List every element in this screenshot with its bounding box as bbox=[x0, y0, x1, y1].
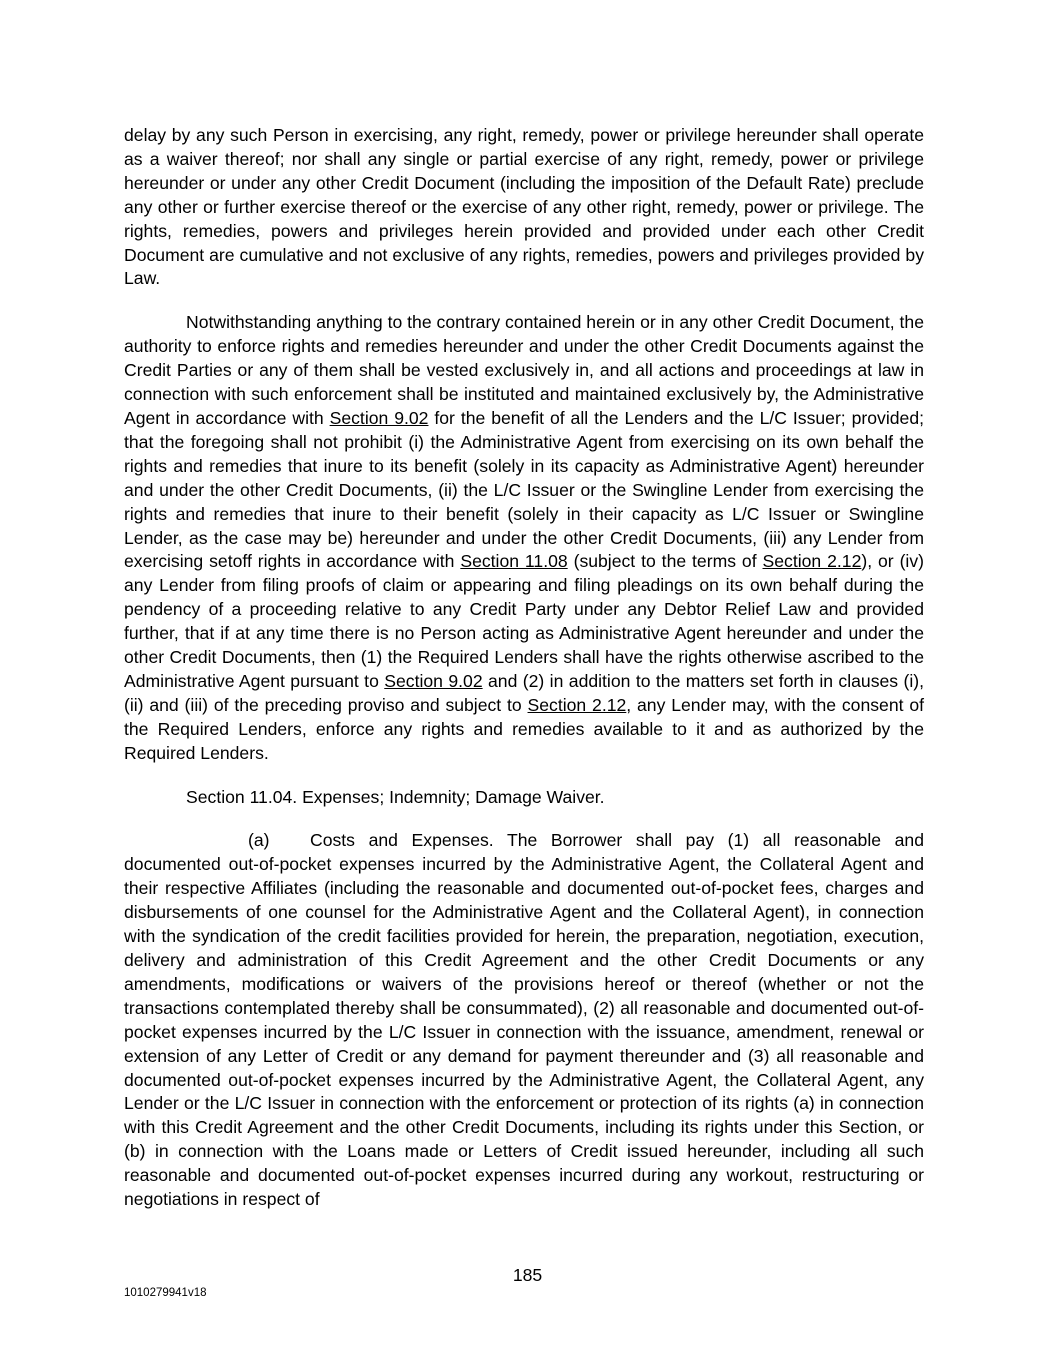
enforcement-text-5: and (2) in addition to the matters set forth in clauses (i), (ii) and (iii) of the preceding proviso and subject to bbox=[124, 670, 924, 715]
enforcement-text-3: (subject to the terms of bbox=[567, 551, 763, 572]
section-ref-9-02: Section 9.02 bbox=[329, 407, 429, 428]
page-number: 185 bbox=[512, 1265, 543, 1285]
document-body bbox=[124, 124, 924, 1212]
paragraph-enforcement bbox=[124, 311, 924, 765]
paragraph-waiver-text: delay by any such Person in exercising, any right, remedy, power or privilege hereunder shall operate as a waiver thereof; nor shall any single or partial exercise of any right, remedy, power or privilege hereunder or under any other Credit Document (including the imposition of the Default Rate) preclude any other or further exercise thereof or the exercise of any other right, remedy, power or privilege. The rights, remedies, powers and privileges herein provided and provided under each other Credit Document are cumulative and not exclusive of any rights, remedies, powers and privileges provided by Law. bbox=[124, 125, 924, 289]
subparagraph-a-text: Costs and Expenses. The Borrower shall pay (1) all reasonable and documented out-of-pocket expenses incurred by the Administrative Agent, the Collateral Agent and their respective Affiliates (including the reasonable and documented out-of-pocket fees, charges and disbursements of one counsel for the Administrative Agent and the Collateral Agent), in connection with the syndication of the credit facilities provided for herein, the preparation, negotiation, execution, delivery and administration of this Credit Agreement and the other Credit Documents or any amendments, modifications or waivers of the provisions hereof or thereof (whether or not the transactions contemplated thereby shall be consummated), (2) all reasonable and documented out-of-pocket expenses incurred by the L/C Issuer in connection with the issuance, amendment, renewal or extension of any Letter of Credit or any demand for payment thereunder and (3) all reasonable and documented out-of-pocket expenses incurred by the Administrative Agent, the Collateral Agent, any Lender or the L/C Issuer in connection with the enforcement or protection of its rights (a) in connection with this Credit Agreement and the other Credit Documents, including its rights under this Section, or (b) in connection with the Loans made or Letters of Credit issued hereunder, including all such reasonable and documented out-of-pocket expenses incurred during any workout, restructuring or negotiations in respect of bbox=[124, 830, 924, 1210]
enforcement-text-4: ), or (iv) any Lender from filing proofs of claim or appearing and filing pleadings on its own behalf during the pendency of a proceeding relative to any Credit Party under any Debtor Relief Law and provided further, that if at any time there is no Person acting as Administrative Agent hereunder and under the other Credit Documents, then (1) the Required Lenders shall have the rights otherwise ascribed to the Administrative Agent pursuant to bbox=[124, 551, 924, 691]
section-ref-9-02-second: Section 9.02 bbox=[384, 670, 483, 691]
enforcement-text-6: , any Lender may, with the consent of the Required Lenders, enforce any rights and remedies available to it and as authorized by the Required Lenders. bbox=[124, 694, 924, 763]
enforcement-text-2: for the benefit of all the Lenders and the L/C Issuer; provided; that the foregoing shall not prohibit (i) the Administrative Agent from exercising on its own behalf the rights and remedies that inure to its benefit (solely in its capacity as Administrative Agent) hereunder and under the other Credit Documents, (ii) the L/C Issuer or the Swingline Lender from exercising the rights and remedies that inure to their benefit (solely in their capacity as L/C Issuer or Swingline Lender, as the case may be) hereunder and under the other Credit Documents, (iii) any Lender from exercising setoff rights in accordance with bbox=[124, 407, 924, 572]
section-heading: Section 11.04. Expenses; Indemnity; Damage Waiver. bbox=[186, 786, 605, 807]
paragraph-waiver bbox=[124, 124, 924, 291]
subparagraph-a bbox=[124, 829, 924, 1212]
section-ref-11-08: Section 11.08 bbox=[460, 551, 568, 572]
document-id: 1010279941v18 bbox=[124, 1287, 207, 1299]
section-ref-2-12-second: Section 2.12 bbox=[527, 694, 627, 715]
enforcement-text-1: Notwithstanding anything to the contrary contained herein or in any other Credit Document, the authority to enforce rights and remedies hereunder and under the other Credit Documents against the Credit Parties or any of them shall be vested exclusively in, and all actions and proceedings at law in connection with such enforcement shall be instituted and maintained exclusively by, the Administrative Agent in accordance with bbox=[124, 312, 924, 428]
subparagraph-a-label: (a) bbox=[248, 830, 270, 851]
section-ref-2-12: Section 2.12 bbox=[762, 551, 862, 572]
